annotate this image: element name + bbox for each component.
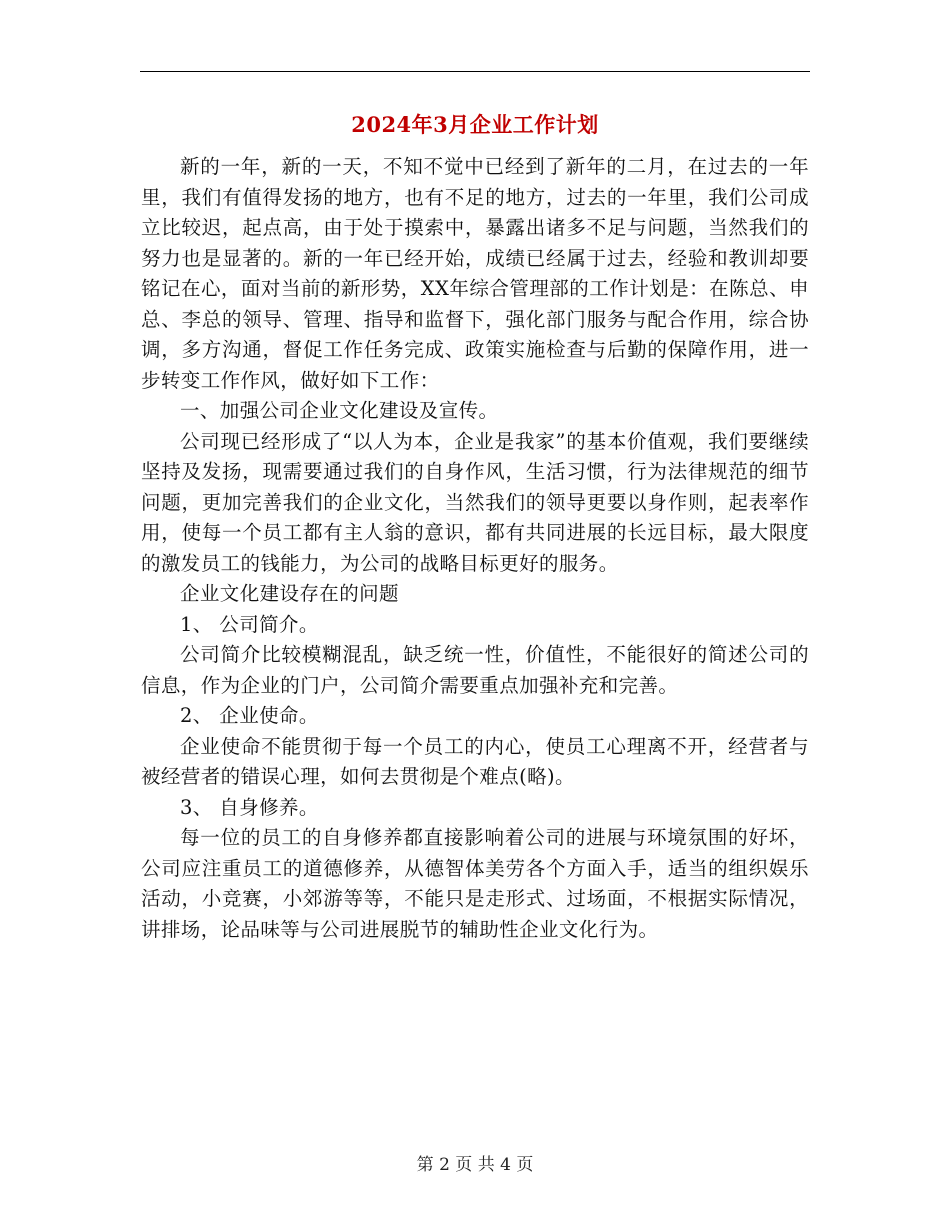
paragraph-mission: 企业使命不能贯彻于每一个员工的内心，使员工心理离不开，经营者与被经营者的错误心理，如何去贯彻是个难点(略)。 [141, 734, 809, 788]
header-rule [140, 71, 810, 72]
item-heading-profile: 1、 公司简介。 [180, 612, 319, 636]
paragraph-cultivation: 每一位的员工的自身修养都直接影响着公司的进展与环境氛围的好坏，公司应注重员工的道德修养，从德智体美劳各个方面入手，适当的组织娱乐活动，小竞赛，小郊游等等，不能只是走形式、过场面，不根据实际情况，讲排场，论品味等与公司进展脱节的辅助性企业文化行为。 [141, 826, 809, 941]
page-number: 第 2 页 共 4 页 [416, 1155, 534, 1175]
paragraph-values: 公司现已经形成了“以人为本，企业是我家”的基本价值观，我们要继续坚持及发扬，现需要通过我们的自身作风，生活习惯，行为法律规范的细节问题，更加完善我们的企业文化，当然我们的领导更要以身作则，起表率作用，使每一个员工都有主人翁的意识，都有共同进展的长远目标，最大限度的激发员工的钱能力，为公司的战略目标更好的服务。 [141, 429, 809, 575]
item-heading-cultivation: 3、 自身修养。 [180, 795, 319, 819]
item-heading-mission: 2、 企业使命。 [180, 704, 319, 727]
paragraph-intro: 新的一年，新的一天，不知不觉中已经到了新年的二月，在过去的一年里，我们有值得发扬的地方，也有不足的地方，过去的一年里，我们公司成立比较迟，起点高，由于处于摸索中，暴露出诸多不足与问题，当然我们的努力也是显著的。新的一年已经开始，成绩已经属于过去，经验和教训却要铭记在心，面对当前的新形势，XX年综合管理部的工作计划是：在陈总、申总、李总的领导、管理、指导和监督下，强化部门服务与配合作用，综合协调，多方沟通，督促工作任务完成、政策实施检查与后勤的保障作用，进一步转变工作作风，做好如下工作： [141, 155, 809, 392]
subheading-problems: 企业文化建设存在的问题 [180, 582, 399, 605]
document-body [141, 152, 809, 945]
paragraph-profile: 公司简介比较模糊混乱，缺乏统一性，价值性，不能很好的简述公司的信息，作为企业的门户，公司简介需要重点加强补充和完善。 [141, 643, 809, 697]
document-title: 2024年3月企业工作计划 [351, 112, 599, 137]
section-heading-culture: 一、加强公司企业文化建设及宣传。 [180, 399, 499, 422]
